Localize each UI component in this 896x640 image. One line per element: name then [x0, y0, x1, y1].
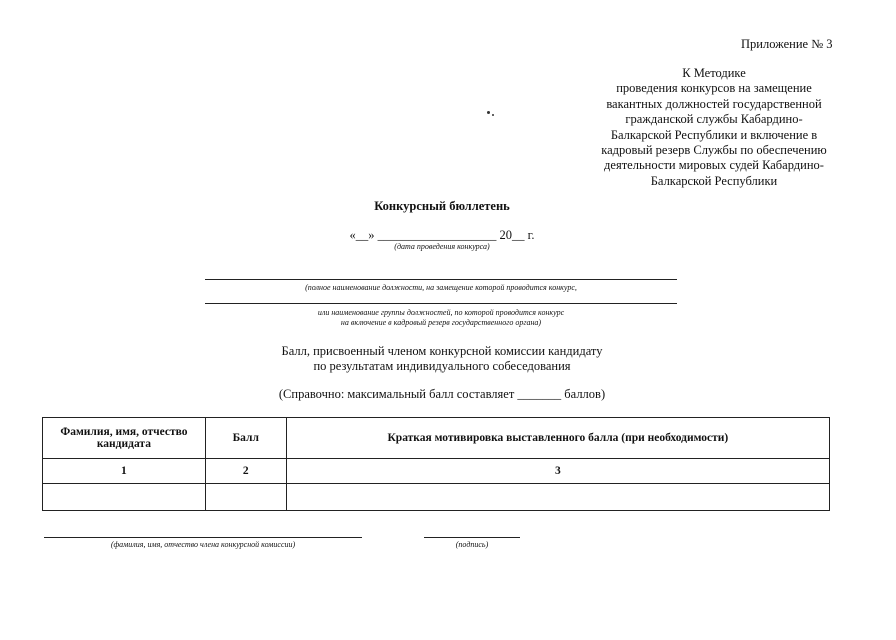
header-score: Балл — [205, 418, 286, 459]
methodology-line: вакантных должностей государственной — [606, 96, 822, 111]
column-number: 3 — [286, 459, 829, 484]
position-caption: (полное наименование должности, на замещение которой проводится конкурс, — [305, 283, 577, 292]
methodology-line: Балкарской Республики — [650, 173, 778, 188]
methodology-line: К Методике — [682, 66, 746, 80]
reference-note: (Справочно: максимальный балл составляет _______ баллов) — [278, 387, 606, 401]
group-caption-line: на включение в кадровый резерв государственного органа) — [340, 318, 542, 327]
date-caption: (дата проведения конкурса) — [394, 242, 490, 251]
annex-label: Приложение № 3 — [741, 37, 833, 51]
score-line: Балл, присвоенный членом конкурсной комиссии кандидату — [281, 344, 603, 358]
methodology-line: гражданской службы Кабардино- — [625, 112, 803, 127]
score-cell[interactable] — [205, 484, 286, 511]
candidate-name-cell[interactable] — [43, 484, 206, 511]
column-number: 1 — [43, 459, 206, 484]
date-field: «__» ___________________ 20__ г. — [349, 228, 535, 242]
ballot-table — [42, 417, 830, 511]
scan-speck — [487, 111, 490, 114]
signature-line — [424, 537, 520, 538]
scan-speck — [492, 114, 494, 116]
methodology-line: Балкарской Республики и включение в — [610, 127, 818, 142]
header-motivation: Краткая мотивировка выставленного балла (при необходимости) — [286, 418, 829, 459]
header-candidate-name: Фамилия, имя, отчество кандидата — [43, 418, 206, 459]
group-caption — [205, 308, 677, 328]
position-fill-line — [205, 279, 677, 280]
table-row — [43, 484, 830, 511]
score-line: по результатам индивидуального собеседования — [313, 359, 571, 374]
motivation-cell[interactable] — [286, 484, 829, 511]
group-caption-line: или наименование группы должностей, по которой проводится конкурс — [317, 308, 565, 317]
member-name-caption: (фамилия, имя, отчество члена конкурсной комиссии) — [110, 540, 296, 549]
methodology-line: проведения конкурсов на замещение — [616, 81, 812, 96]
methodology-line: деятельности мировых судей Кабардино- — [604, 158, 824, 173]
signature-caption: (подпись) — [455, 540, 489, 549]
document-title: Конкурсный бюллетень — [374, 199, 510, 213]
member-name-line — [44, 537, 362, 538]
column-number: 2 — [205, 459, 286, 484]
group-fill-line — [205, 303, 677, 304]
table-header-row — [43, 418, 830, 459]
methodology-line: кадровый резерв Службы по обеспечению — [601, 143, 827, 158]
methodology-reference — [592, 66, 836, 189]
score-statement — [0, 344, 884, 375]
column-number-row — [43, 459, 830, 484]
